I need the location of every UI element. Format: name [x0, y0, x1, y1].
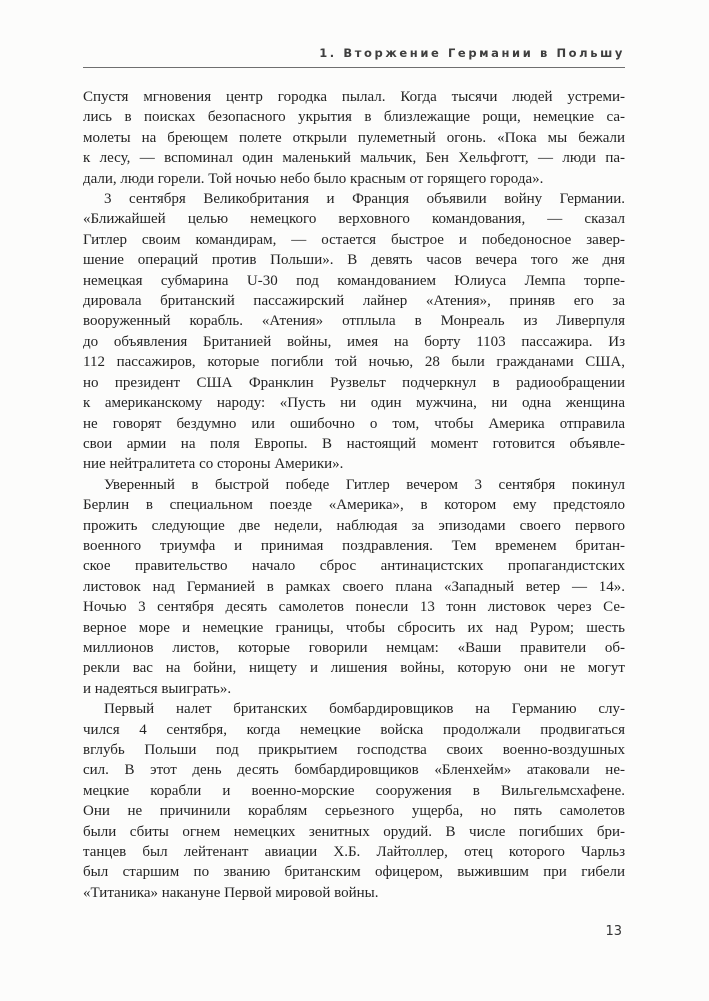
text-line: Уверенный в быстрой победе Гитлер вечером 3 сентября покинул	[104, 476, 625, 493]
text-line: верное море и немецкие границы, чтобы сбросить их над Руром; шесть	[83, 619, 625, 636]
text-line: не говорят бездумно или ошибочно о том, чтобы Америка отправила	[83, 415, 625, 432]
text-line: сил. В этот день десять бомбардировщиков «Бленхейм» атаковали не-	[83, 762, 625, 779]
text-line: военного триумфа и принимая поздравления. Тем временем британ-	[83, 537, 625, 554]
text-line: ское правительство начало сброс антинацистских пропагандистских	[83, 558, 625, 575]
text-line: были сбиты огнем немецких зенитных орудий. В числе погибших бри-	[83, 823, 625, 840]
text-line: мецкие корабли и военно-морские сооружения в Вильгельмсхафене.	[83, 782, 625, 799]
text-line: 3 сентября Великобритания и Франция объявили войну Германии.	[104, 191, 625, 208]
text-line: Они не причинили кораблям серьезного ущерба, но пять самолетов	[83, 803, 625, 820]
text-line: Спустя мгновения центр городка пылал. Когда тысячи людей устреми-	[83, 89, 625, 105]
text-line: Берлин в специальном поезде «Америка», в котором ему предстояло	[83, 497, 625, 514]
text-line: Ночью 3 сентября десять самолетов понесли 13 тонн листовок через Се-	[83, 599, 625, 616]
text-line: прожить следующие две недели, наблюдая за эпизодами своего первого	[83, 517, 625, 534]
page-content	[83, 0, 625, 939]
text-line: ние нейтралитета со стороны Америки».	[83, 456, 344, 473]
text-line: «Ближайшей целью немецкого верховного командования, — сказал	[83, 211, 625, 228]
text-line: Первый налет британских бомбардировщиков на Германию слу-	[104, 701, 625, 718]
text-line: немецкая субмарина U-30 под командованием Юлиуса Лемпа торпе-	[83, 272, 625, 289]
text-line: танцев был лейтенант авиации Х.Б. Лайтоллер, отец которого Чарльз	[83, 844, 625, 861]
text-line: но президент США Франклин Рузвельт подчеркнул в радиообращении	[83, 374, 625, 391]
paragraph	[83, 87, 625, 189]
text-line: лись в поисках безопасного укрытия в близлежащие рощи, немецкие са-	[83, 109, 625, 126]
text-line: Гитлер своим командирам, — остается быстрое и победоносное завер-	[83, 231, 625, 248]
text-line: миллионов листов, которые говорили немцам: «Ваши правители об-	[83, 639, 625, 656]
text-line: листовок над Германией в рамках своего плана «Западный ветер — 14».	[83, 578, 625, 595]
paragraph	[83, 699, 625, 903]
text-line: дировала британский пассажирский лайнер «Атения», приняв его за	[83, 293, 625, 310]
paragraph	[83, 475, 625, 699]
text-line: чился 4 сентября, когда немецкие войска продолжали продвигаться	[83, 721, 625, 738]
text-line: и надеяться выиграть».	[83, 680, 232, 697]
text-line: свои армии на поля Европы. В настоящий момент готовится объявле-	[83, 435, 625, 452]
body-text	[83, 87, 625, 903]
text-line: 112 пассажиров, которые погибли той ночью, 28 были гражданами США,	[83, 354, 625, 371]
page-number: 13	[605, 924, 622, 940]
text-line: к лесу, — вспоминал один маленький мальчик, Бен Хельфготт, — люди па-	[83, 150, 625, 167]
text-line: шение операций против Польши». В девять часов вечера того же дня	[83, 252, 625, 269]
text-line: рекли вас на бойни, нищету и лишения войны, которую они не могут	[83, 660, 625, 677]
text-line: до объявления Британией войны, имея на борту 1103 пассажира. Из	[83, 333, 625, 350]
text-line: был старшим по званию британским офицером, выжившим при гибели	[83, 864, 625, 881]
paragraph	[83, 189, 625, 475]
header-rule	[83, 67, 625, 68]
text-line: к американскому народу: «Пусть ни один мужчина, ни одна женщина	[83, 395, 625, 412]
text-line: вооруженный корабль. «Атения» отплыла в Монреаль из Ливерпуля	[83, 313, 625, 330]
text-line: дали, люди горели. Той ночью небо было красным от горящего города».	[83, 170, 544, 187]
text-line: молеты на бреющем полете открыли пулеметный огонь. «Пока мы бежали	[83, 129, 625, 146]
text-line: «Титаника» накануне Первой мировой войны.	[83, 884, 379, 901]
running-header	[83, 46, 625, 60]
text-line: вглубь Польши под прикрытием господства своих военно-воздушных	[83, 742, 625, 758]
chapter-title: 1. Вторжение Германии в Польшу	[319, 46, 625, 60]
